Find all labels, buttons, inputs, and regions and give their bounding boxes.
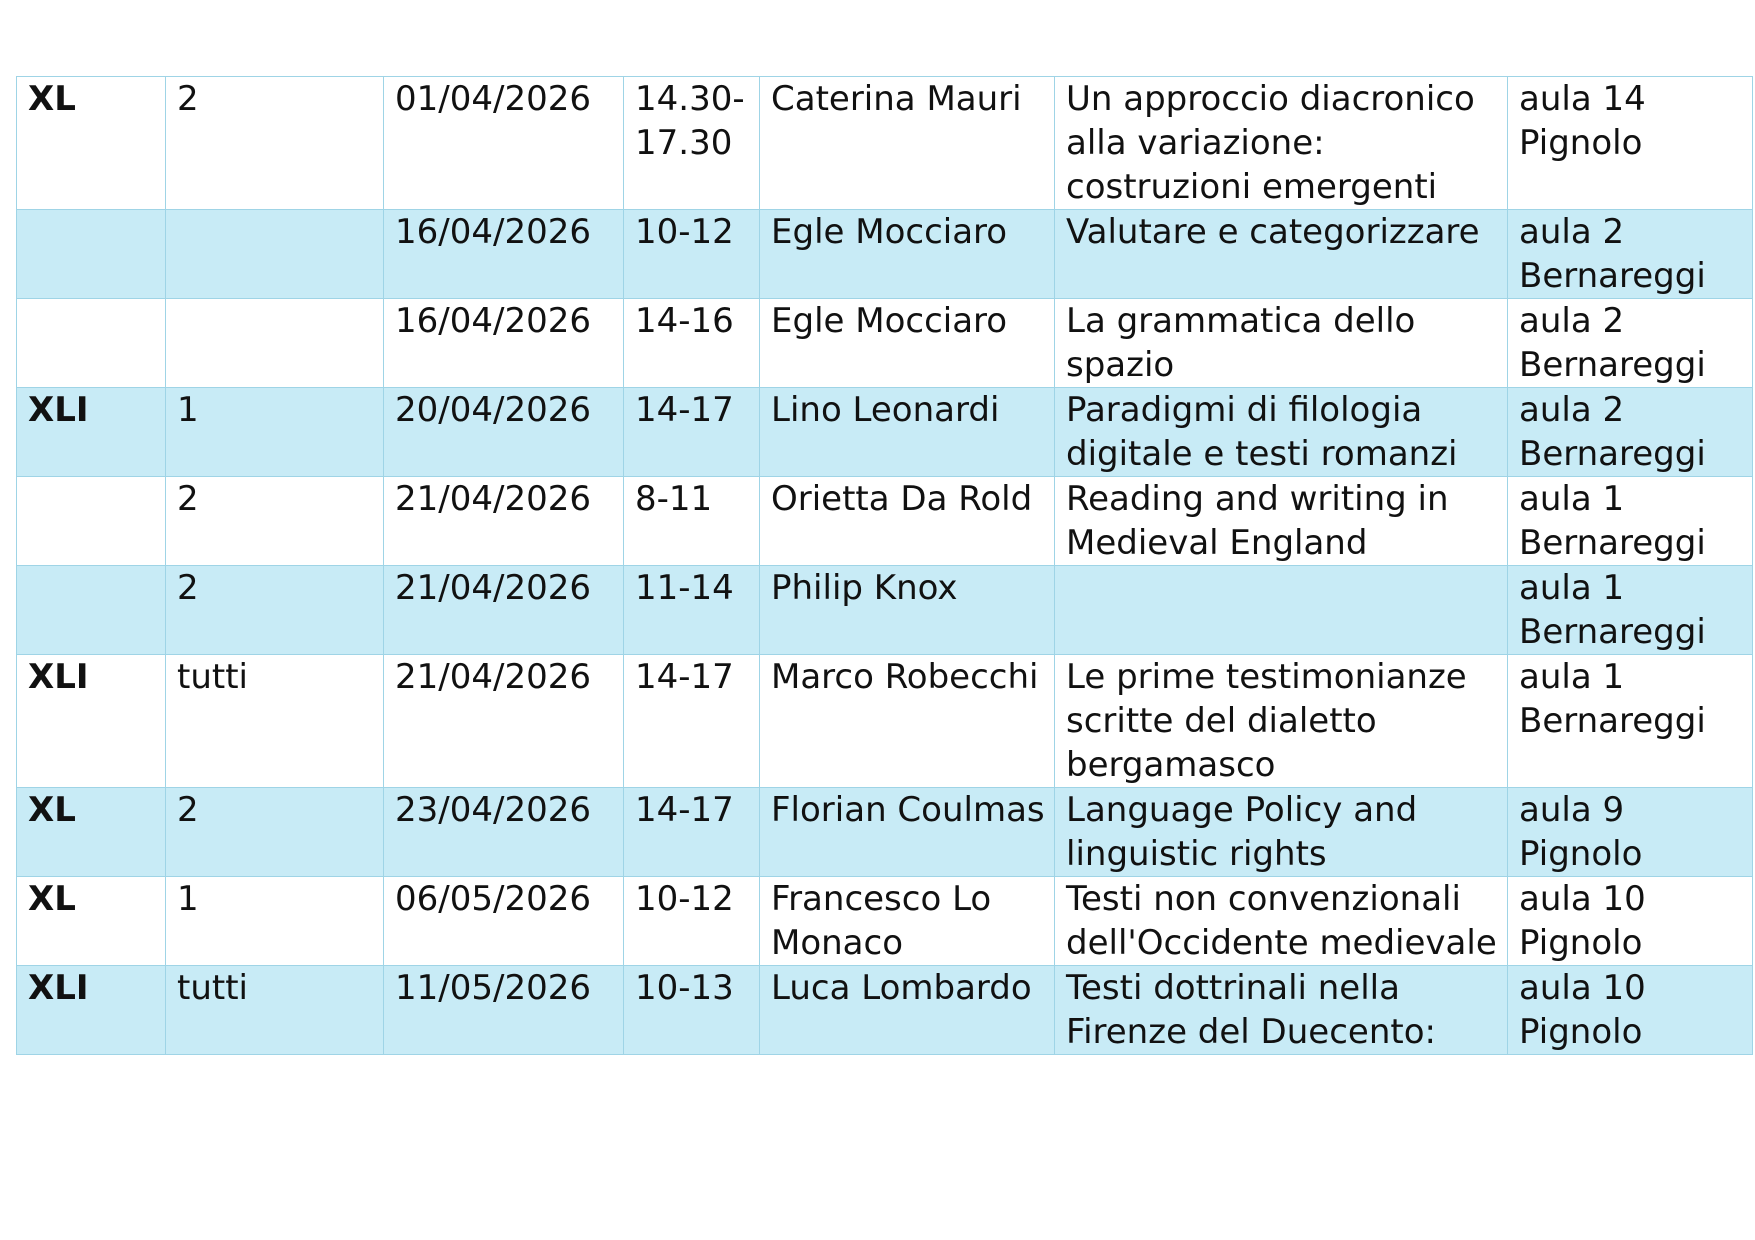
time-cell: 14-17 — [624, 788, 760, 877]
date-cell: 06/05/2026 — [384, 877, 624, 966]
room-cell: aula 1 Bernareggi — [1508, 477, 1753, 566]
table-row — [17, 388, 1753, 477]
date-cell: 21/04/2026 — [384, 566, 624, 655]
year-cell: 1 — [166, 388, 384, 477]
seminar-schedule-table — [16, 76, 1753, 1055]
cycle-cell: XLI — [17, 966, 166, 1055]
year-cell: 1 — [166, 877, 384, 966]
title-cell: Un approccio diacronico alla variazione: costruzioni emergenti — [1055, 77, 1508, 210]
speaker-cell: Caterina Mauri — [760, 77, 1055, 210]
date-cell: 16/04/2026 — [384, 210, 624, 299]
room-cell: aula 10 Pignolo — [1508, 877, 1753, 966]
room-cell: aula 10 Pignolo — [1508, 966, 1753, 1055]
speaker-cell: Marco Robecchi — [760, 655, 1055, 788]
speaker-cell: Egle Mocciaro — [760, 299, 1055, 388]
year-cell: 2 — [166, 77, 384, 210]
room-cell: aula 2 Bernareggi — [1508, 210, 1753, 299]
title-cell: Reading and writing in Medieval England — [1055, 477, 1508, 566]
date-cell: 21/04/2026 — [384, 477, 624, 566]
date-cell: 16/04/2026 — [384, 299, 624, 388]
table-row — [17, 477, 1753, 566]
date-cell: 23/04/2026 — [384, 788, 624, 877]
year-cell: 2 — [166, 788, 384, 877]
time-cell: 14.30-17.30 — [624, 77, 760, 210]
cycle-cell — [17, 299, 166, 388]
time-cell: 11-14 — [624, 566, 760, 655]
title-cell: Paradigmi di filologia digitale e testi romanzi — [1055, 388, 1508, 477]
speaker-cell: Luca Lombardo — [760, 966, 1055, 1055]
time-cell: 10-12 — [624, 210, 760, 299]
cycle-cell: XL — [17, 877, 166, 966]
table-row — [17, 566, 1753, 655]
room-cell: aula 1 Bernareggi — [1508, 655, 1753, 788]
room-cell: aula 14 Pignolo — [1508, 77, 1753, 210]
speaker-cell: Orietta Da Rold — [760, 477, 1055, 566]
time-cell: 10-12 — [624, 877, 760, 966]
cycle-cell — [17, 566, 166, 655]
title-cell: Le prime testimonianze scritte del dialetto bergamasco — [1055, 655, 1508, 788]
table-row — [17, 299, 1753, 388]
year-cell: 2 — [166, 566, 384, 655]
table-row — [17, 788, 1753, 877]
title-cell — [1055, 566, 1508, 655]
time-cell: 14-17 — [624, 388, 760, 477]
table-row — [17, 966, 1753, 1055]
time-cell: 14-16 — [624, 299, 760, 388]
room-cell: aula 2 Bernareggi — [1508, 299, 1753, 388]
time-cell: 8-11 — [624, 477, 760, 566]
time-cell: 14-17 — [624, 655, 760, 788]
time-cell: 10-13 — [624, 966, 760, 1055]
speaker-cell: Lino Leonardi — [760, 388, 1055, 477]
date-cell: 21/04/2026 — [384, 655, 624, 788]
cycle-cell — [17, 477, 166, 566]
cycle-cell: XLI — [17, 388, 166, 477]
cycle-cell: XLI — [17, 655, 166, 788]
table-row — [17, 210, 1753, 299]
year-cell — [166, 299, 384, 388]
title-cell: Testi dottrinali nella Firenze del Duecento: — [1055, 966, 1508, 1055]
cycle-cell: XL — [17, 788, 166, 877]
title-cell: Valutare e categorizzare — [1055, 210, 1508, 299]
table-row — [17, 655, 1753, 788]
title-cell: La grammatica dello spazio — [1055, 299, 1508, 388]
year-cell: 2 — [166, 477, 384, 566]
speaker-cell: Philip Knox — [760, 566, 1055, 655]
cycle-cell — [17, 210, 166, 299]
speaker-cell: Egle Mocciaro — [760, 210, 1055, 299]
title-cell: Language Policy and linguistic rights — [1055, 788, 1508, 877]
title-cell: Testi non convenzionali dell'Occidente medievale — [1055, 877, 1508, 966]
speaker-cell: Francesco Lo Monaco — [760, 877, 1055, 966]
year-cell: tutti — [166, 655, 384, 788]
date-cell: 20/04/2026 — [384, 388, 624, 477]
cycle-cell: XL — [17, 77, 166, 210]
room-cell: aula 1 Bernareggi — [1508, 566, 1753, 655]
date-cell: 11/05/2026 — [384, 966, 624, 1055]
year-cell — [166, 210, 384, 299]
year-cell: tutti — [166, 966, 384, 1055]
table-row — [17, 877, 1753, 966]
speaker-cell: Florian Coulmas — [760, 788, 1055, 877]
table-row — [17, 77, 1753, 210]
room-cell: aula 2 Bernareggi — [1508, 388, 1753, 477]
date-cell: 01/04/2026 — [384, 77, 624, 210]
room-cell: aula 9 Pignolo — [1508, 788, 1753, 877]
